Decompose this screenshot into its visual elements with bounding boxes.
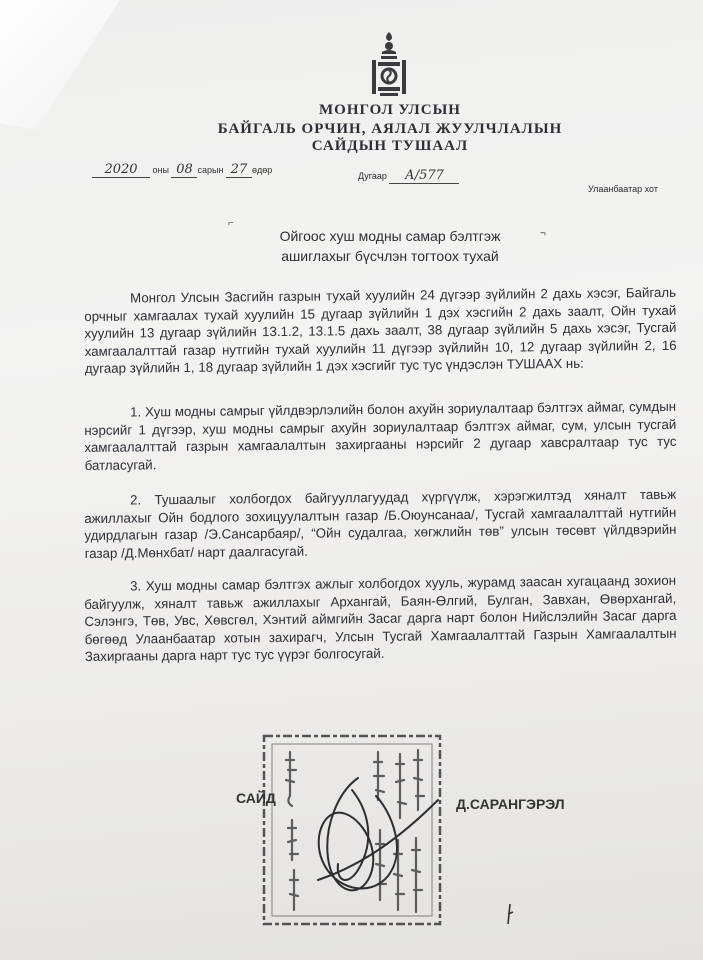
order-title-line1: Ойгоос хуш модны самар бэлтгэж (279, 228, 501, 244)
title-bracket-left: ⌐ (228, 218, 234, 229)
soyombo-emblem-icon (364, 30, 414, 100)
date-day-label: өдөр (251, 165, 273, 175)
preamble-paragraph: Монгол Улсын Засгийн газрын тухай хуулийн 24 дүгээр зүйлийн 2 дахь хэсэг, Байгаль орчныг хамгаалах тухай хуулийн 15 дугаар зүйлийн 1 дэх хэсгийн 2 дахь заалт, Ойн тухай хуулийн 13 дугаар зүйлийн 13.1.2, 13.1.5 дахь заалт, 38 дугаар зүйлийн 5 дахь хэсэг, Тусгай хамгаалалттай газар нутгийн тухай хуулийн 11 дүгээр зүйлийн 10, 12 дугаар зүйлийн 2, 16 дугаар зүйлийн 1, 18 дугаар зүйлийн 1 дэх хэсгийг тус тус үндэслэн ТУШААХ нь: (84, 284, 677, 376)
date-year-label: оны (152, 165, 169, 175)
date-day: 27 (226, 162, 252, 178)
official-stamp (258, 730, 448, 930)
signatory-role: САЙД (236, 790, 276, 806)
date-month: 08 (171, 162, 197, 178)
order-number (358, 168, 459, 184)
ink-mark (500, 900, 520, 930)
order-item-3: 3. Хуш модны самар бэлтгэх ажлыг холбогдох хууль, журамд заасан хугацаанд зохион байгуулж, хяналт тавьж ажиллахыг Архангай, Баян-Өлгий, Булган, Завхан, Өвөрхангай, Сэлэнгэ, Төв, Увс, Хөвсгөл, Хэнтий аймгийн Засаг дарга нарт болон Нийслэлийн Засаг дарга бөгөөд Улаанбаатар хотын захирагч, Улсын Тусгай Хамгаалалттай Газрын Хамгаалалтын Захиргааны дарга нарт тус тус үүрэг болгосугай. (84, 572, 677, 664)
order-number-label: Дугаар (358, 171, 387, 181)
header-doc-type: САЙДЫН ТУШААЛ (311, 138, 469, 154)
date-year: 2020 (92, 162, 150, 178)
signatory-name: Д.САРАНГЭРЭЛ (456, 796, 565, 812)
date-line (92, 162, 272, 178)
order-title-line2: ашиглахыг бүсчлэн тогтоох тухай (281, 248, 499, 264)
order-item-1: 1. Хуш модны самрыг үйлдвэрлэлийн болон ахуйн зориулалтаар бэлтгэх аймаг, сумдын нэрсийг 1 дүгээр, хуш модны самрыг ахуйн зориулалтаар бэлтгэх аймаг, сум, улсын тусгай хамгаалалттай газрын хамгаалалтын захиргааны нэрсийг 2 дугаар хавсралтаар тус тус батласугай. (84, 398, 677, 473)
city-label: Улаанбаатар хот (588, 184, 658, 194)
title-bracket-right: ¬ (540, 228, 546, 239)
order-title (240, 226, 540, 266)
date-month-label: сарын (197, 165, 224, 175)
header-country: МОНГОЛ УЛСЫН (319, 102, 461, 118)
header-ministry: БАЙГАЛЬ ОРЧИН, АЯЛАЛ ЖУУЛЧЛАЛЫН (217, 121, 563, 137)
order-item-2: 2. Тушаалыг холбогдох байгууллагуудад хүргүүлж, хэрэгжилтэд хяналт тавьж ажиллахыг Ойн бодлого зохицуулалтын газар /Б.Оюунсанаа/, Тусгай хамгаалалттай нутгийн удирдлагын газар /Э.Сансарбаяр/, “Ойн судалгаа, хөгжлийн төв” улсын төсөвт үйлдвэрийн газар /Д.Мөнхбат/ нарт даалгасугай. (84, 486, 677, 561)
order-number-value: А/577 (389, 168, 459, 184)
